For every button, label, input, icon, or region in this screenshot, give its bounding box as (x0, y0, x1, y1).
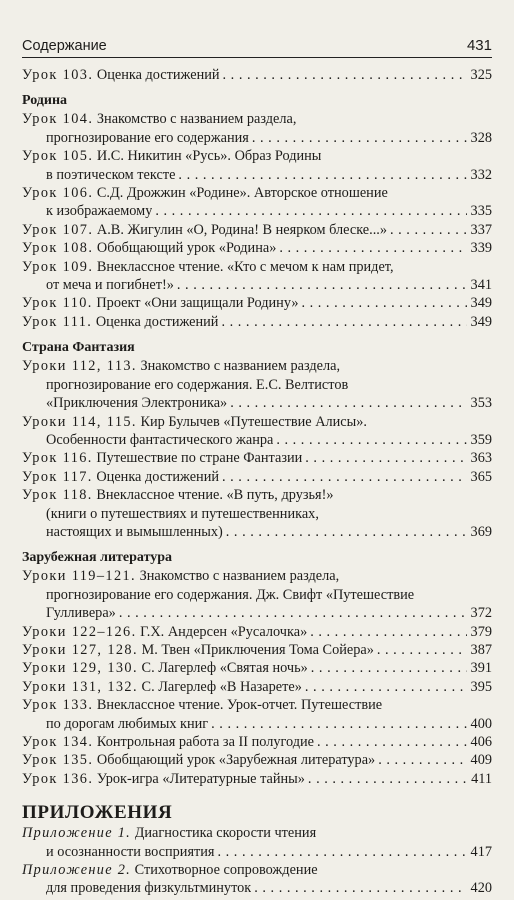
leader-dots (223, 66, 467, 84)
lesson-title: С. Лагерлеф «В Назарете» (141, 678, 302, 695)
lesson-title: Г.Х. Андерсен «Русалочка» (140, 623, 308, 640)
lesson-label: Урок 106. (22, 185, 94, 202)
table-of-contents (22, 66, 492, 898)
lesson-title: Кир Булычев «Путешествие Алисы». (140, 413, 367, 430)
lesson-title: по дорогам любимых книг (46, 715, 209, 732)
page-number: 431 (466, 37, 492, 54)
toc-entry-continuation (22, 376, 492, 394)
section-heading: Родина (22, 93, 68, 109)
leader-dots (230, 394, 467, 412)
lesson-title: от меча и погибнет!» (46, 277, 174, 294)
lesson-label: Уроки 112, 113. (22, 358, 137, 375)
toc-page-number: 379 (470, 623, 492, 640)
leader-dots (279, 239, 467, 257)
toc-entry (22, 678, 492, 696)
toc-entry (22, 221, 492, 239)
lesson-title: Внеклассное чтение. Урок-отчет. Путешествие (96, 697, 383, 714)
toc-page-number: 337 (470, 221, 492, 238)
leader-dots (155, 202, 467, 220)
leader-dots (221, 313, 467, 331)
lesson-title: С.Д. Дрожжин «Родине». Авторское отношение (96, 185, 388, 202)
lesson-title: Оценка достижений (96, 468, 219, 485)
lesson-label: Урок 133. (22, 697, 94, 714)
toc-entry (22, 659, 492, 677)
lesson-title: Обобщающий урок «Родина» (96, 240, 277, 257)
toc-entry (22, 861, 492, 879)
toc-page-number: 391 (470, 660, 492, 677)
toc-entry-continuation (22, 715, 492, 733)
lesson-title: в поэтическом тексте (46, 166, 176, 183)
toc-entry-continuation (22, 276, 492, 294)
lesson-label: Уроки 127, 128. (22, 641, 138, 658)
lesson-title: Знакомство с названием раздела, (96, 111, 297, 128)
lesson-title: Урок-игра «Литературные тайны» (96, 770, 305, 787)
toc-entry (22, 313, 492, 331)
appendix-heading: ПРИЛОЖЕНИЯ (22, 802, 173, 824)
leader-dots (254, 879, 467, 897)
lesson-label: Приложение 1. (22, 825, 132, 842)
toc-page-number: 341 (470, 277, 492, 294)
toc-entry (22, 357, 492, 375)
toc-entry-continuation (22, 129, 492, 147)
leader-dots (211, 715, 467, 733)
lesson-title: С. Лагерлеф «Святая ночь» (141, 660, 308, 677)
lesson-title: Оценка достижений (95, 313, 219, 330)
toc-page-number: 363 (470, 450, 492, 467)
leader-dots (301, 294, 467, 312)
toc-page-number: 395 (470, 678, 492, 695)
lesson-title: Особенности фантастического жанра (46, 431, 274, 448)
leader-dots (377, 641, 467, 659)
lesson-title: Стихотворное сопровождение (134, 862, 318, 879)
toc-entry (22, 258, 492, 276)
lesson-title: И.С. Никитин «Русь». Образ Родины (96, 148, 322, 165)
toc-page-number: 369 (470, 523, 492, 540)
leader-dots (178, 166, 467, 184)
leader-dots (222, 468, 467, 486)
toc-entry (22, 733, 492, 751)
lesson-label: Уроки 119–121. (22, 568, 137, 585)
toc-entry-continuation (22, 586, 492, 604)
leader-dots (390, 221, 467, 239)
lesson-title: (книги о путешествиях и путешественниках, (46, 505, 319, 522)
lesson-title: Путешествие по стране Фантазии (96, 450, 303, 467)
toc-entry (22, 623, 492, 641)
toc-entry (22, 696, 492, 714)
lesson-label: Урок 135. (22, 752, 94, 769)
lesson-title: Проект «Они защищали Родину» (96, 295, 299, 312)
lesson-title: настоящих и вымышленных) (46, 523, 223, 540)
leader-dots (252, 129, 467, 147)
lesson-title: Обобщающий урок «Зарубежная литература» (96, 752, 376, 769)
toc-entry (22, 147, 492, 165)
lesson-title: Гулливера» (46, 605, 116, 622)
toc-entry (22, 66, 492, 84)
toc-entry-continuation (22, 394, 492, 412)
toc-page-number: 328 (470, 129, 492, 146)
toc-page-number: 406 (470, 734, 492, 750)
toc-entry (22, 468, 492, 486)
lesson-label: Урок 117. (22, 468, 93, 485)
toc-entry-continuation (22, 431, 492, 449)
section-heading: Зарубежная литература (22, 550, 173, 566)
toc-entry (22, 239, 492, 257)
lesson-label: Уроки 122–126. (22, 623, 137, 640)
leader-dots (305, 678, 467, 696)
lesson-title: Знакомство с названием раздела, (139, 568, 340, 585)
toc-entry (22, 641, 492, 659)
lesson-label: Урок 134. (22, 734, 94, 750)
lesson-label: Урок 107. (22, 221, 94, 238)
leader-dots (311, 659, 467, 677)
leader-dots (276, 431, 467, 449)
toc-entry-continuation (22, 202, 492, 220)
toc-page-number: 420 (470, 880, 492, 897)
lesson-title: Внеклассное чтение. «В путь, друзья!» (96, 487, 334, 504)
toc-entry (22, 294, 492, 312)
toc-page-number: 409 (470, 752, 492, 769)
toc-entry (22, 184, 492, 202)
lesson-label: Урок 111. (22, 313, 93, 330)
leader-dots (310, 623, 467, 641)
lesson-title: для проведения физкультминуток (46, 880, 252, 897)
lesson-label: Уроки 129, 130. (22, 660, 138, 677)
toc-entry-continuation (22, 604, 492, 622)
leader-dots (226, 523, 467, 541)
lesson-title: и осознанности восприятия (46, 843, 215, 860)
toc-page-number: 332 (470, 166, 492, 183)
toc-entry-continuation (22, 843, 492, 861)
toc-page-number: 400 (470, 715, 492, 732)
lesson-label: Урок 104. (22, 111, 94, 128)
toc-page-number: 349 (470, 295, 492, 312)
toc-entry (22, 770, 492, 788)
lesson-label: Урок 136. (22, 770, 94, 787)
leader-dots (378, 751, 467, 769)
lesson-label: Урок 109. (22, 258, 94, 275)
lesson-title: М. Твен «Приключения Тома Сойера» (141, 641, 374, 658)
toc-entry-continuation (22, 166, 492, 184)
toc-entry (22, 567, 492, 585)
toc-entry (22, 449, 492, 467)
lesson-title: прогнозирование его содержания. Е.С. Велтистов (46, 376, 349, 393)
toc-entry (22, 486, 492, 504)
running-title: Содержание (22, 38, 107, 54)
running-header (22, 34, 492, 54)
toc-entry (22, 751, 492, 769)
toc-entry (22, 824, 492, 842)
lesson-title: А.В. Жигулин «О, Родина! В неярком блеске...» (96, 221, 387, 238)
section-heading: Страна Фантазия (22, 340, 135, 356)
leader-dots (317, 733, 467, 751)
lesson-label: Урок 116. (22, 450, 93, 467)
toc-page-number: 359 (470, 431, 492, 448)
lesson-label: Уроки 131, 132. (22, 678, 138, 695)
toc-page-number: 387 (470, 641, 492, 658)
toc-page-number: 372 (470, 605, 492, 622)
header-rule (22, 57, 492, 58)
leader-dots (119, 604, 467, 622)
leader-dots (218, 843, 468, 861)
leader-dots (308, 770, 467, 788)
toc-entry-continuation (22, 505, 492, 523)
toc-entry (22, 110, 492, 128)
leader-dots (305, 449, 467, 467)
lesson-label: Урок 105. (22, 148, 94, 165)
lesson-title: Контрольная работа за II полугодие (96, 734, 314, 750)
lesson-label: Приложение 2. (22, 862, 132, 879)
lesson-label: Урок 118. (22, 487, 93, 504)
toc-page-number: 349 (470, 313, 492, 330)
leader-dots (177, 276, 467, 294)
lesson-label: Уроки 114, 115. (22, 413, 137, 430)
lesson-title: Оценка достижений (96, 67, 220, 83)
toc-entry (22, 413, 492, 431)
toc-page-number: 339 (470, 240, 492, 257)
toc-page-number: 325 (470, 67, 492, 83)
toc-entry-continuation (22, 879, 492, 897)
toc-page-number: 365 (470, 468, 492, 485)
lesson-title: Знакомство с названием раздела, (140, 358, 341, 375)
lesson-title: «Приключения Электроника» (46, 395, 228, 412)
toc-entry-continuation (22, 523, 492, 541)
lesson-title: к изображаемому (46, 203, 153, 220)
lesson-title: Диагностика скорости чтения (134, 825, 317, 842)
toc-page-number: 411 (471, 770, 492, 787)
lesson-title: прогнозирование его содержания. Дж. Свифт «Путешествие (46, 586, 415, 603)
lesson-label: Урок 110. (22, 295, 93, 312)
lesson-title: Внеклассное чтение. «Кто с мечом к нам придет, (96, 258, 394, 275)
lesson-title: прогнозирование его содержания (46, 129, 249, 146)
toc-page-number: 335 (470, 203, 492, 220)
toc-page-number: 353 (470, 395, 492, 412)
lesson-label: Урок 103. (22, 67, 94, 83)
toc-page-number: 417 (470, 843, 492, 860)
lesson-label: Урок 108. (22, 240, 94, 257)
